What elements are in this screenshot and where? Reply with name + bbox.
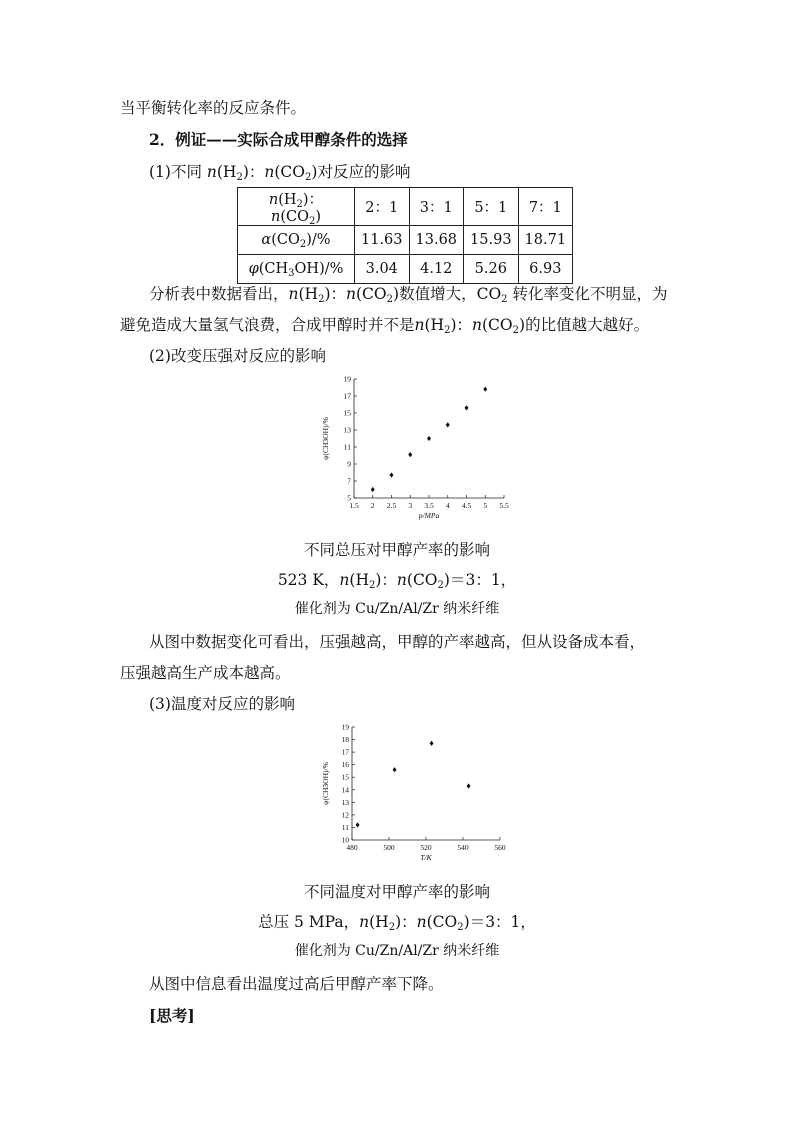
table-cell: 4.12 bbox=[409, 255, 464, 284]
table-row bbox=[238, 255, 573, 284]
caption-text: 不同温度对甲醇产率的影响 bbox=[303, 883, 490, 901]
table-cell: 5：1 bbox=[464, 188, 519, 226]
subsection-2-heading bbox=[149, 344, 326, 366]
text: ＝3：1， bbox=[449, 571, 517, 589]
section-heading bbox=[149, 128, 408, 150]
table-header-cell: $\alpha(CO_2)/\%$ bbox=[238, 226, 355, 255]
table-row bbox=[238, 226, 573, 255]
table-cell: 5.26 bbox=[464, 255, 519, 284]
chart1-catalyst bbox=[0, 598, 794, 618]
text: 当平衡转化率的反应条件。 bbox=[120, 99, 307, 117]
data-point bbox=[356, 822, 360, 827]
think-label bbox=[149, 1004, 195, 1026]
y-axis-label: φ(CH3OH)/% bbox=[321, 762, 330, 805]
y-tick-label: 18 bbox=[341, 735, 349, 745]
y-tick-label: 12 bbox=[341, 810, 349, 820]
x-tick-label: 500 bbox=[383, 843, 395, 852]
pressure-scatter-chart bbox=[318, 370, 518, 528]
x-tick-label: 5 bbox=[483, 501, 488, 510]
y-tick-label: 17 bbox=[343, 391, 351, 401]
y-tick-label: 10 bbox=[341, 835, 349, 845]
text: 催化剂为 Cu/Zn/Al/Zr 纳米纤维 bbox=[294, 601, 500, 617]
y-tick-label: 5 bbox=[347, 493, 351, 503]
text: 总压 5 MPa， bbox=[258, 913, 360, 931]
x-axis-label: p/MPa bbox=[418, 511, 440, 520]
data-point bbox=[427, 436, 431, 441]
y-tick-label: 19 bbox=[343, 374, 351, 384]
data-point bbox=[483, 387, 487, 392]
table-cell: 18.71 bbox=[518, 226, 573, 255]
text: 从图中数据变化可看出，压强越高，甲醇的产率越高，但从设备成本看， bbox=[149, 633, 646, 651]
table-header-cell: $\varphi(CH_3OH)/\%$ bbox=[238, 255, 355, 284]
table-cell: 13.68 bbox=[409, 226, 464, 255]
y-tick-label: 17 bbox=[341, 747, 349, 757]
data-point bbox=[467, 783, 471, 788]
paragraph-line bbox=[149, 972, 444, 994]
x-tick-label: 2.5 bbox=[386, 501, 397, 510]
x-tick-label: 560 bbox=[494, 843, 506, 852]
y-tick-label: 14 bbox=[341, 785, 349, 795]
paragraph-line: 避免造成大量氢气浪费，合成甲醇时并不是$n(H_2)$：$n(CO_2)$的比值越大越好。 bbox=[120, 316, 650, 336]
x-axis-label: T/K bbox=[420, 853, 432, 862]
x-tick-label: 1.5 bbox=[349, 501, 359, 510]
paragraph-line bbox=[149, 630, 645, 652]
text: 对反应的影响 bbox=[317, 163, 411, 181]
text: [思考] bbox=[149, 1006, 195, 1025]
data-point bbox=[371, 487, 375, 492]
data-point bbox=[465, 405, 469, 410]
text: ＝3：1， bbox=[469, 913, 536, 931]
text: 催化剂为 Cu/Zn/Al/Zr 纳米纤维 bbox=[294, 943, 500, 959]
subsection-1-heading: (1)不同 $n(H_2)$：$n(CO_2)$对反应的影响 bbox=[149, 163, 411, 183]
text: 避免造成大量氢气浪费，合成甲醇时并不是 bbox=[120, 316, 415, 334]
table-cell: 2：1 bbox=[355, 188, 410, 226]
y-tick-label: 15 bbox=[343, 408, 351, 418]
x-tick-label: 3 bbox=[408, 501, 413, 510]
chart2-caption bbox=[0, 880, 794, 902]
x-tick-label: 480 bbox=[346, 843, 358, 852]
text: 压强越高生产成本越高。 bbox=[120, 664, 291, 682]
x-tick-label: 540 bbox=[457, 843, 469, 852]
x-tick-label: 3.5 bbox=[424, 501, 434, 510]
table-row bbox=[238, 188, 573, 226]
table-cell: 3：1 bbox=[409, 188, 464, 226]
y-axis-label: φ(CH3OH)/% bbox=[321, 417, 330, 460]
data-point bbox=[430, 741, 434, 746]
table-cell: 6.93 bbox=[518, 255, 573, 284]
y-tick-label: 7 bbox=[347, 476, 351, 486]
text: 转化率变化不明显，为 bbox=[512, 285, 668, 303]
x-tick-label: 520 bbox=[420, 843, 432, 852]
heading-text: 2．例证——实际合成甲醇条件的选择 bbox=[149, 130, 408, 149]
data-point bbox=[393, 767, 397, 772]
paragraph-line: 分析表中数据看出，$n(H_2)$：$n(CO_2)$数值增大，$CO_2$ 转化率变化不明显，为 bbox=[149, 285, 668, 305]
text: (1)不同 bbox=[149, 163, 207, 181]
text: (3)温度对反应的影响 bbox=[149, 695, 295, 713]
chart1-caption bbox=[0, 538, 794, 560]
subsection-3-heading bbox=[149, 692, 295, 714]
y-tick-label: 13 bbox=[341, 797, 349, 807]
paragraph-line bbox=[120, 661, 291, 683]
x-tick-label: 5.5 bbox=[499, 501, 509, 510]
x-tick-label: 2 bbox=[370, 501, 375, 510]
chart2-catalyst bbox=[0, 940, 794, 960]
y-tick-label: 19 bbox=[341, 722, 349, 732]
table-cell: 11.63 bbox=[355, 226, 410, 255]
x-tick-label: 4.5 bbox=[461, 501, 472, 510]
table-cell: 15.93 bbox=[464, 226, 519, 255]
text-line-1 bbox=[120, 96, 306, 118]
data-point bbox=[446, 422, 450, 427]
chart1-conditions: 523 K，$n(H_2)$：$n(CO_2)=3$：1， bbox=[277, 571, 517, 591]
table-cell: 7：1 bbox=[518, 188, 573, 226]
text: 从图中信息看出温度过高后甲醇产率下降。 bbox=[149, 975, 444, 993]
text: 分析表中数据看出， bbox=[149, 285, 289, 303]
y-tick-label: 13 bbox=[343, 425, 351, 435]
text: (2)改变压强对反应的影响 bbox=[149, 347, 326, 365]
table-header-cell: $n(H_2)$：$n(CO_2)$ bbox=[238, 188, 355, 226]
chart2-conditions: 总压 5 MPa，$n(H_2)$：$n(CO_2)=3$：1， bbox=[258, 913, 536, 933]
x-tick-label: 4 bbox=[445, 501, 450, 510]
temperature-scatter-chart bbox=[318, 718, 518, 870]
text: 523 K， bbox=[277, 571, 340, 589]
table-cell: 3.04 bbox=[355, 255, 410, 284]
data-point bbox=[390, 472, 394, 477]
y-tick-label: 16 bbox=[341, 760, 349, 770]
text: 数值增大， bbox=[399, 285, 477, 303]
ratio-data-table bbox=[237, 187, 573, 284]
data-point bbox=[408, 452, 412, 457]
y-tick-label: 15 bbox=[341, 772, 349, 782]
y-tick-label: 11 bbox=[343, 442, 351, 452]
caption-text: 不同总压对甲醇产率的影响 bbox=[303, 541, 490, 559]
y-tick-label: 11 bbox=[341, 822, 349, 832]
y-tick-label: 9 bbox=[347, 459, 351, 469]
text: 的比值越大越好。 bbox=[525, 316, 650, 334]
